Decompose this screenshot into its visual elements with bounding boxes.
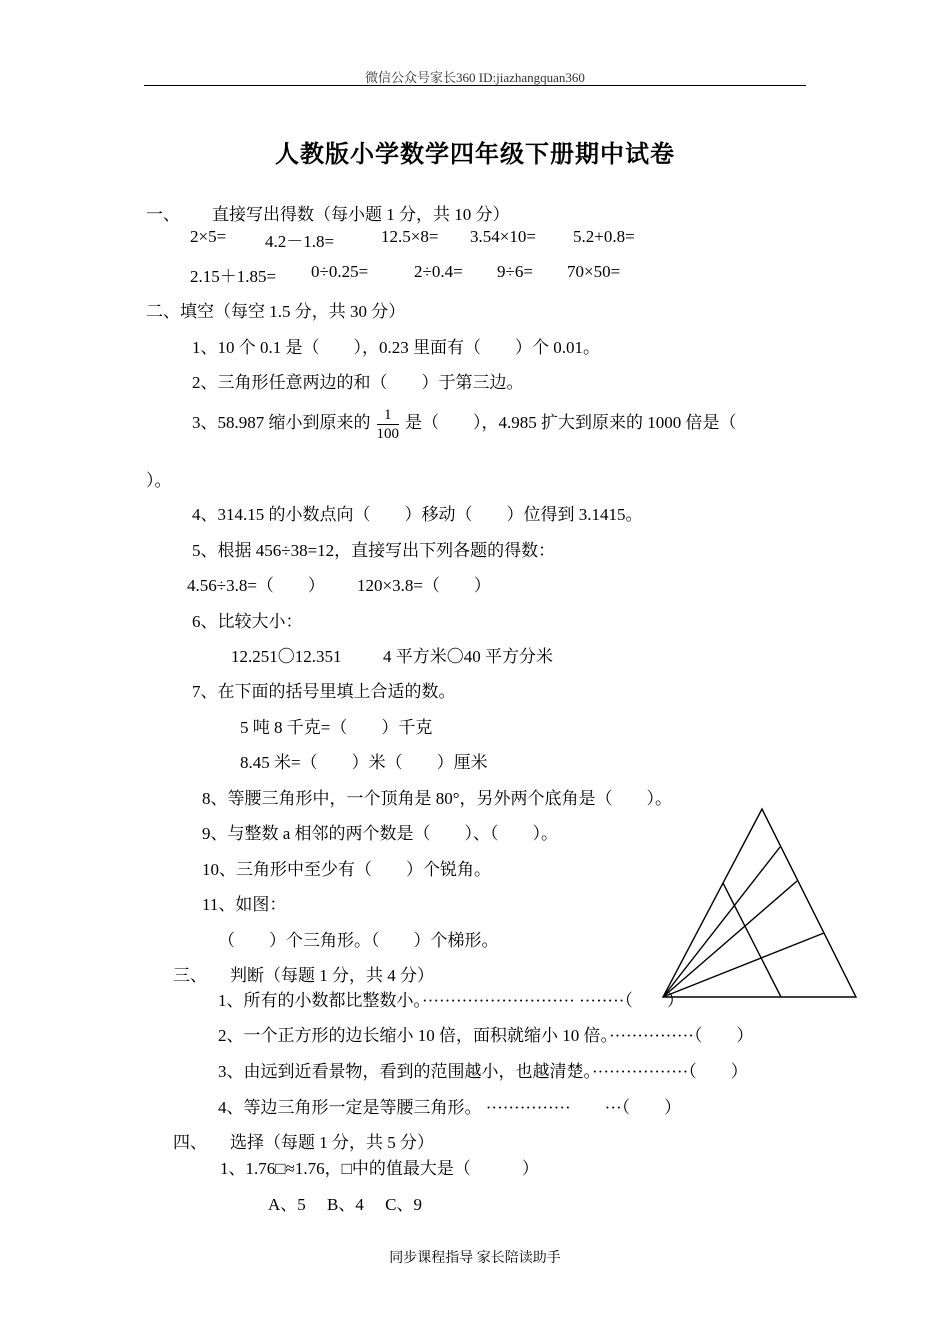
s1-r1-c3: 12.5×8= xyxy=(381,227,439,246)
section1-number: 一、 xyxy=(146,205,180,224)
fill-q7-a: 5 吨 8 千克=（ ）千克 xyxy=(240,718,433,737)
fraction-denominator: 100 xyxy=(376,425,399,442)
fill-q7: 7、在下面的括号里填上合适的数。 xyxy=(192,682,456,701)
fill-q7-b: 8.45 米=（ ）米（ ）厘米 xyxy=(240,753,488,772)
fill-q6-a: 12.251〇12.351 xyxy=(231,647,342,666)
section3-number: 三、 xyxy=(173,966,207,985)
section3-heading: 判断（每题 1 分，共 4 分） xyxy=(230,966,434,985)
choice-q1: 1、1.76□≈1.76，□中的值最大是（ ） xyxy=(220,1159,539,1178)
s1-r1-c2: 4.2－1.8= xyxy=(265,232,335,251)
fill-q6-b: 4 平方米〇40 平方分米 xyxy=(383,647,553,666)
fill-q2: 2、三角形任意两边的和（ ）于第三边。 xyxy=(192,373,524,392)
s1-r1-c4: 3.54×10= xyxy=(470,227,536,246)
section4-heading: 选择（每题 1 分，共 5 分） xyxy=(230,1133,434,1152)
fill-q8: 8、等腰三角形中，一个顶角是 80°，另外两个底角是（ ）。 xyxy=(202,789,673,808)
judge-q2: 2、一个正方形的边长缩小 10 倍，面积就缩小 10 倍。···············（ ） xyxy=(218,1026,754,1045)
fill-q4: 4、314.15 的小数点向（ ）移动（ ）位得到 3.1415。 xyxy=(192,505,643,524)
fraction-numerator: 1 xyxy=(377,406,400,425)
fill-q1: 1、10 个 0.1 是（ ），0.23 里面有（ ）个 0.01。 xyxy=(192,338,600,357)
section2-heading: 二、填空（每空 1.5 分，共 30 分） xyxy=(146,302,406,321)
outer-triangle xyxy=(663,809,856,997)
s1-r2-c1: 2.15＋1.85= xyxy=(190,267,277,286)
judge-q4: 4、等边三角形一定是等腰三角形。 ··············· ···（ ） xyxy=(218,1098,682,1117)
fill-q6: 6、比较大小： xyxy=(192,612,303,631)
fill-q5-b: 120×3.8=（ ） xyxy=(357,576,491,595)
judge-q3: 3、由远到近看景物，看到的范围越小，也越清楚。·················（ ） xyxy=(218,1062,748,1081)
fill-q11: 11、如图： xyxy=(202,895,287,914)
fan-line-2 xyxy=(663,881,797,997)
page-footer: 同步课程指导 家长陪读助手 xyxy=(389,1251,561,1266)
section4-number: 四、 xyxy=(173,1133,207,1152)
fill-q3-part-b: 是（ ），4.985 扩大到原来的 1000 倍是（ xyxy=(405,413,737,432)
fill-q11-a: （ ）个三角形。（ ）个梯形。 xyxy=(218,931,499,950)
s1-r2-c4: 9÷6= xyxy=(497,262,533,281)
exam-title: 人教版小学数学四年级下册期中试卷 xyxy=(275,142,675,168)
fill-q3-part-a: 3、58.987 缩小到原来的 xyxy=(192,413,371,432)
page-header: 微信公众号家长360 ID:jiazhangquan360 xyxy=(365,70,585,85)
s1-r2-c2: 0÷0.25= xyxy=(311,262,369,281)
fill-q5: 5、根据 456÷38=12，直接写出下列各题的得数： xyxy=(192,541,556,560)
fill-q10: 10、三角形中至少有（ ）个锐角。 xyxy=(202,860,491,879)
fill-q5-a: 4.56÷3.8=（ ） xyxy=(187,576,325,595)
judge-q1: 1、所有的小数都比整数小。··························· ········（ ） xyxy=(218,991,684,1010)
fill-q9: 9、与整数 a 相邻的两个数是（ ）、（ ）。 xyxy=(202,824,559,843)
s1-r2-c5: 70×50= xyxy=(567,262,621,281)
fill-q3-part-c: ）。 xyxy=(146,471,172,490)
s1-r1-c1: 2×5= xyxy=(190,227,227,246)
s1-r2-c3: 2÷0.4= xyxy=(414,262,463,281)
s1-r1-c5: 5.2+0.8= xyxy=(573,227,635,246)
fan-line-1 xyxy=(663,847,780,997)
inner-line xyxy=(723,883,781,997)
section1-heading: 直接写出得数（每小题 1 分，共 10 分） xyxy=(212,205,510,224)
choice-q1-options: A、5 B、4 C、9 xyxy=(268,1195,422,1214)
